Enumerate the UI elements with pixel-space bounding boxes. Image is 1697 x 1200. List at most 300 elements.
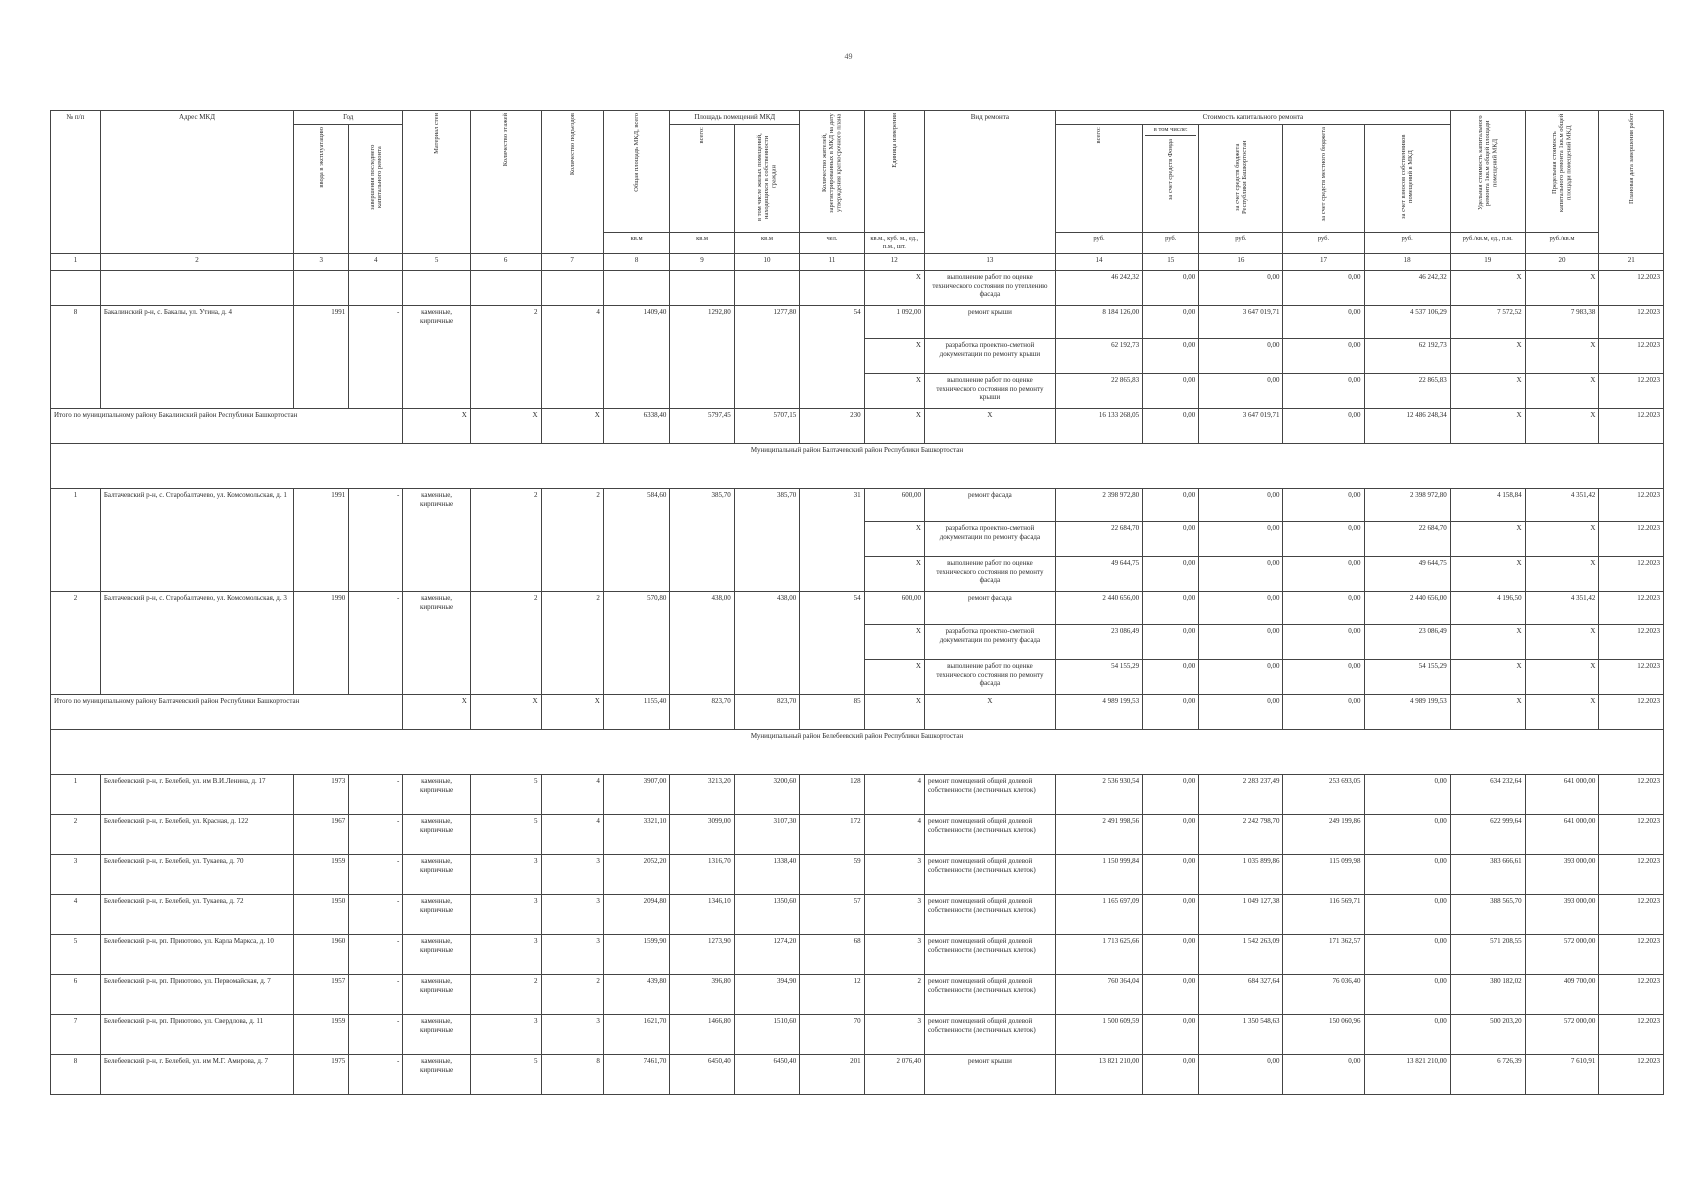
cell-last-repair: -: [349, 934, 403, 974]
cell-limit-cost: Х: [1525, 624, 1599, 659]
cell-number: 7: [51, 1014, 101, 1054]
column-number: 6: [470, 253, 541, 270]
cell-cost-owners: 0,00: [1364, 774, 1450, 814]
cell-date: 12.2023: [1599, 894, 1664, 934]
cell-date: 12.2023: [1599, 408, 1664, 443]
cell-unit-cost: Х: [1450, 624, 1525, 659]
cell-cost-owners: 46 242,32: [1364, 270, 1450, 305]
cell-cost-republic: 0,00: [1199, 1054, 1283, 1094]
cell-cost-fund: 0,00: [1143, 974, 1199, 1014]
header-unit: Единица измерения: [890, 113, 898, 168]
cell-last-repair: -: [349, 305, 403, 408]
header-including: в том числе:: [1145, 126, 1196, 136]
cell-address: Белебеевский р-н, г. Белебей, ул. Красная, д. 122: [100, 814, 293, 854]
cell-cost-republic: 2 242 798,70: [1199, 814, 1283, 854]
cell-area: 385,70: [670, 488, 734, 591]
cell-cost-local: 0,00: [1283, 305, 1364, 338]
cell-year: 1990: [294, 591, 349, 694]
section-header-row: [51, 729, 1664, 774]
cell-cost-total: 1 150 999,84: [1055, 854, 1142, 894]
cell-repair-type: выполнение работ по оценке технического состояния по ремонту фасада: [924, 556, 1055, 591]
cell-year: 1975: [294, 1054, 349, 1094]
cell-year: 1959: [294, 854, 349, 894]
cell-floors: 2: [470, 488, 541, 591]
cell-material: каменные, кирпичные: [403, 488, 471, 591]
cell-date: 12.2023: [1599, 659, 1664, 694]
cell-cost-republic: 1 049 127,38: [1199, 894, 1283, 934]
cell-material: каменные, кирпичные: [403, 1014, 471, 1054]
cell-limit-cost: Х: [1525, 556, 1599, 591]
cell-cost-republic: 1 350 548,63: [1199, 1014, 1283, 1054]
cell-cost-fund: 0,00: [1143, 591, 1199, 624]
column-number: 7: [541, 253, 603, 270]
cell-cost-republic: 3 647 019,71: [1199, 305, 1283, 338]
column-number: 12: [864, 253, 924, 270]
cell-cost-fund: 0,00: [1143, 894, 1199, 934]
cell-total-area: 3907,00: [603, 774, 670, 814]
cell-unit-cost: Х: [1450, 556, 1525, 591]
cell-date: 12.2023: [1599, 270, 1664, 305]
cell-last-repair: -: [349, 591, 403, 694]
cell-entrances: 4: [541, 305, 603, 408]
cell-cost-local: 249 199,86: [1283, 814, 1364, 854]
cell-year: 1991: [294, 305, 349, 408]
header-completion-date: Плановая дата завершения работ: [1627, 113, 1635, 205]
cell-date: 12.2023: [1599, 974, 1664, 1014]
cell-limit-cost: 641 000,00: [1525, 774, 1599, 814]
cell-address: Белебеевский р-н, рп. Приютово, ул. Свердлова, д. 11: [100, 1014, 293, 1054]
cell-unit: Х: [864, 694, 924, 729]
cell-cost-republic: 0,00: [1199, 338, 1283, 373]
cell-date: 12.2023: [1599, 521, 1664, 556]
cell-unit-cost: Х: [1450, 338, 1525, 373]
column-number: 15: [1143, 253, 1199, 270]
cell-limit-cost: Х: [1525, 694, 1599, 729]
cell-unit-cost: Х: [1450, 373, 1525, 408]
cell-cost-total: 23 086,49: [1055, 624, 1142, 659]
table-row: [51, 270, 1664, 305]
cell-year: 1950: [294, 894, 349, 934]
cell-number: 1: [51, 488, 101, 591]
header-number: № п/п: [51, 111, 101, 254]
unit-label: чел.: [800, 232, 864, 253]
cell-limit-cost: Х: [1525, 659, 1599, 694]
cell-cost-local: 0,00: [1283, 1054, 1364, 1094]
column-number: 18: [1364, 253, 1450, 270]
table-row: [51, 305, 1664, 338]
cell-unit-cost: Х: [1450, 408, 1525, 443]
cell-repair-type: разработка проектно-сметной документации по ремонту фасада: [924, 521, 1055, 556]
cell-cost-total: 13 821 210,00: [1055, 1054, 1142, 1094]
column-number: 20: [1525, 253, 1599, 270]
column-number: 17: [1283, 253, 1364, 270]
cell-entrances: 3: [541, 934, 603, 974]
cell-cost-fund: 0,00: [1143, 774, 1199, 814]
cell-area: 5797,45: [670, 408, 734, 443]
header-cost-republic: за счет средств бюджета Республики Башкортостан: [1233, 140, 1248, 214]
cell-area: 1466,80: [670, 1014, 734, 1054]
cell-limit-cost: 409 700,00: [1525, 974, 1599, 1014]
cell-repair-type: выполнение работ по оценке технического состояния по утеплению фасада: [924, 270, 1055, 305]
cell-year: 1991: [294, 488, 349, 591]
header-premises-area: Площадь помещений МКД: [670, 111, 800, 125]
cell-cost-republic: 2 283 237,49: [1199, 774, 1283, 814]
cell-number: 2: [51, 814, 101, 854]
cell-limit-cost: 7 610,91: [1525, 1054, 1599, 1094]
cell-entrances: Х: [541, 694, 603, 729]
cell-cost-local: 0,00: [1283, 556, 1364, 591]
page-number: 49: [844, 52, 853, 61]
cell-floors: 5: [470, 774, 541, 814]
cell-repair-type: разработка проектно-сметной документации по ремонту фасада: [924, 624, 1055, 659]
cell-entrances: 4: [541, 774, 603, 814]
cell-unit-cost: 6 726,39: [1450, 1054, 1525, 1094]
cell-year: 1967: [294, 814, 349, 854]
cell-cost-republic: 0,00: [1199, 270, 1283, 305]
cell-cost-owners: 0,00: [1364, 974, 1450, 1014]
cell-residents: 201: [800, 1054, 864, 1094]
table-row: [51, 854, 1664, 894]
cell-limit-cost: 7 983,38: [1525, 305, 1599, 338]
table-row: [51, 1054, 1664, 1094]
cell-repair-type: ремонт помещений общей долевой собственности (лестничных клеток): [924, 934, 1055, 974]
cell-date: 12.2023: [1599, 373, 1664, 408]
cell-limit-cost: 641 000,00: [1525, 814, 1599, 854]
cell-cost-local: 0,00: [1283, 338, 1364, 373]
section-title: Муниципальный район Белебеевский район Республики Башкортостан: [51, 729, 1664, 774]
cell-area: 3099,00: [670, 814, 734, 854]
cell-total-area: 570,80: [603, 591, 670, 694]
header-year-last-repair: завершения последнего капитального ремонта: [368, 144, 383, 210]
cell-total-area: 1409,40: [603, 305, 670, 408]
column-number: 9: [670, 253, 734, 270]
cell-limit-cost: 4 351,42: [1525, 591, 1599, 624]
cell-cost-republic: 3 647 019,71: [1199, 408, 1283, 443]
capital-repair-register-table: [50, 110, 1664, 1095]
cell-area: 1346,10: [670, 894, 734, 934]
cell-cost-total: 8 184 126,00: [1055, 305, 1142, 338]
cell-entrances: 2: [541, 591, 603, 694]
cell-date: 12.2023: [1599, 556, 1664, 591]
cell-floors: 3: [470, 894, 541, 934]
total-row: [51, 694, 1664, 729]
cell-cost-local: 0,00: [1283, 694, 1364, 729]
section-title: Муниципальный район Балтачевский район Республики Башкортостан: [51, 443, 1664, 488]
cell-limit-cost: Х: [1525, 270, 1599, 305]
header-total-area: Общая площадь МКД, всего: [633, 113, 641, 192]
header-repair-cost: Стоимость капитального ремонта: [1055, 111, 1450, 125]
unit-label: руб.: [1199, 232, 1283, 253]
cell-material: каменные, кирпичные: [403, 591, 471, 694]
cell-cost-fund: 0,00: [1143, 373, 1199, 408]
cell-cost-total: 49 644,75: [1055, 556, 1142, 591]
cell-cost-fund: 0,00: [1143, 1014, 1199, 1054]
cell-material: каменные, кирпичные: [403, 974, 471, 1014]
cell-cost-total: 62 192,73: [1055, 338, 1142, 373]
cell-last-repair: -: [349, 774, 403, 814]
cell-floors: 2: [470, 305, 541, 408]
cell-residents: 128: [800, 774, 864, 814]
cell-cost-fund: 0,00: [1143, 854, 1199, 894]
cell-total-area: 439,80: [603, 974, 670, 1014]
cell-date: 12.2023: [1599, 774, 1664, 814]
cell-repair-type: ремонт помещений общей долевой собственности (лестничных клеток): [924, 894, 1055, 934]
cell-cost-owners: 4 537 106,29: [1364, 305, 1450, 338]
cell-cost-total: 2 491 998,56: [1055, 814, 1142, 854]
cell-total-area: 6338,40: [603, 408, 670, 443]
cell-residents: 172: [800, 814, 864, 854]
cell-area-citizens: 823,70: [734, 694, 799, 729]
cell-material: каменные, кирпичные: [403, 934, 471, 974]
cell-cost-local: 0,00: [1283, 659, 1364, 694]
cell-year: 1957: [294, 974, 349, 1014]
cell-unit-cost: 4 158,84: [1450, 488, 1525, 521]
cell-cost-local: 115 099,98: [1283, 854, 1364, 894]
cell-cost-owners: 22 684,70: [1364, 521, 1450, 556]
cell-cost-fund: 0,00: [1143, 338, 1199, 373]
cell-unit: Х: [864, 659, 924, 694]
table-row: [51, 934, 1664, 974]
cell-floors: 3: [470, 1014, 541, 1054]
cell-unit-cost: 622 999,64: [1450, 814, 1525, 854]
cell-unit-cost: 500 203,20: [1450, 1014, 1525, 1054]
cell-unit: Х: [864, 624, 924, 659]
cell-floors: Х: [470, 408, 541, 443]
cell-limit-cost: 393 000,00: [1525, 894, 1599, 934]
cell-unit-cost: 380 182,02: [1450, 974, 1525, 1014]
cell-address: Белебеевский р-н, рп. Приютово, ул. Первомайская, д. 7: [100, 974, 293, 1014]
cell-unit-cost: Х: [1450, 694, 1525, 729]
cell-unit-cost: 388 565,70: [1450, 894, 1525, 934]
cell-area-citizens: 1350,60: [734, 894, 799, 934]
cell-cost-owners: 13 821 210,00: [1364, 1054, 1450, 1094]
cell-limit-cost: 572 000,00: [1525, 1014, 1599, 1054]
cell-cost-fund: 0,00: [1143, 270, 1199, 305]
cell-date: 12.2023: [1599, 338, 1664, 373]
cell-unit: Х: [864, 408, 924, 443]
table-row: [51, 488, 1664, 521]
cell-limit-cost: Х: [1525, 521, 1599, 556]
cell-unit: 4: [864, 814, 924, 854]
cell-material: каменные, кирпичные: [403, 894, 471, 934]
cell-area-citizens: 1510,60: [734, 1014, 799, 1054]
table-row: [51, 894, 1664, 934]
cell-unit: Х: [864, 521, 924, 556]
cell-area-citizens: 1274,20: [734, 934, 799, 974]
cell-cost-owners: 23 086,49: [1364, 624, 1450, 659]
cell-limit-cost: 4 351,42: [1525, 488, 1599, 521]
cell-unit-cost: 383 666,61: [1450, 854, 1525, 894]
cell-cost-republic: 0,00: [1199, 373, 1283, 408]
cell-number: 6: [51, 974, 101, 1014]
cell-floors: 3: [470, 854, 541, 894]
cell-cost-total: 1 500 609,59: [1055, 1014, 1142, 1054]
total-row: [51, 408, 1664, 443]
cell-floors: 5: [470, 1054, 541, 1094]
cell-floors: 2: [470, 591, 541, 694]
cell-limit-cost: Х: [1525, 338, 1599, 373]
cell-material: каменные, кирпичные: [403, 1054, 471, 1094]
cell-material: каменные, кирпичные: [403, 854, 471, 894]
cell-date: 12.2023: [1599, 814, 1664, 854]
cell-cost-total: 4 989 199,53: [1055, 694, 1142, 729]
cell-year: 1960: [294, 934, 349, 974]
column-number: 4: [349, 253, 403, 270]
total-label: Итого по муниципальному району Балтачевский район Республики Башкортостан: [51, 694, 403, 729]
cell-date: 12.2023: [1599, 694, 1664, 729]
cell-cost-fund: 0,00: [1143, 659, 1199, 694]
cell-unit: Х: [864, 270, 924, 305]
cell-entrances: 3: [541, 894, 603, 934]
cell-address: Белебеевский р-н, г. Белебей, ул. Тукаева, д. 72: [100, 894, 293, 934]
cell-year: 1973: [294, 774, 349, 814]
table-row: [51, 774, 1664, 814]
column-number: 11: [800, 253, 864, 270]
cell-cost-total: 16 133 268,05: [1055, 408, 1142, 443]
cell-cost-total: 54 155,29: [1055, 659, 1142, 694]
column-number: 21: [1599, 253, 1664, 270]
cell-floors: 3: [470, 934, 541, 974]
cell-residents: 59: [800, 854, 864, 894]
cell-cost-republic: 1 035 899,86: [1199, 854, 1283, 894]
cell-address: Белебеевский р-н, г. Белебей, ул. им М.Г. Амирова, д. 7: [100, 1054, 293, 1094]
cell-unit: 600,00: [864, 488, 924, 521]
cell-last-repair: -: [349, 488, 403, 591]
cell-cost-owners: 22 865,83: [1364, 373, 1450, 408]
total-label: Итого по муниципальному району Бакалинский район Республики Башкортостан: [51, 408, 403, 443]
cell-unit-cost: 7 572,52: [1450, 305, 1525, 338]
cell-entrances: 8: [541, 1054, 603, 1094]
cell-floors: Х: [470, 694, 541, 729]
cell-unit: 2: [864, 974, 924, 1014]
cell-unit-cost: 571 208,55: [1450, 934, 1525, 974]
cell-area-citizens: 394,90: [734, 974, 799, 1014]
table-row: [51, 1014, 1664, 1054]
cell-area: 3213,20: [670, 774, 734, 814]
column-number: 13: [924, 253, 1055, 270]
cell-unit: Х: [864, 338, 924, 373]
cell-cost-fund: 0,00: [1143, 305, 1199, 338]
header-residents: Количество жителей, зарегистрированных в МКД на дату утверждения краткосрочного плана: [821, 113, 843, 213]
cell-total-area: 584,60: [603, 488, 670, 591]
cell-area: 6450,40: [670, 1054, 734, 1094]
cell-address: Белебеевский р-н, г. Белебей, ул. им В.И.Ленина, д. 17: [100, 774, 293, 814]
cell-cost-total: 1 713 625,66: [1055, 934, 1142, 974]
cell-repair-type: ремонт помещений общей долевой собственности (лестничных клеток): [924, 774, 1055, 814]
cell-cost-republic: 1 542 263,09: [1199, 934, 1283, 974]
header-cost-local: за счет средств местного бюджета: [1319, 126, 1327, 222]
cell-cost-fund: 0,00: [1143, 408, 1199, 443]
cell-cost-fund: 0,00: [1143, 934, 1199, 974]
cell-cost-owners: 2 398 972,80: [1364, 488, 1450, 521]
cell-cost-owners: 0,00: [1364, 814, 1450, 854]
unit-label: руб.: [1143, 232, 1199, 253]
cell-repair-type: ремонт фасада: [924, 488, 1055, 521]
unit-label: кв.м., куб. м., ед., п.м., шт.: [864, 232, 924, 253]
unit-label: руб.: [1055, 232, 1142, 253]
cell-repair-type: выполнение работ по оценке технического состояния по ремонту крыши: [924, 373, 1055, 408]
cell-address: Балтачевский р-н, с. Старобалтачево, ул. Комсомольская, д. 3: [100, 591, 293, 694]
table-row: [51, 591, 1664, 624]
cell-area: 1273,90: [670, 934, 734, 974]
cell-cost-local: 0,00: [1283, 521, 1364, 556]
cell-cost-total: 2 440 656,00: [1055, 591, 1142, 624]
header-cost-owners: за счет взносов собственников помещений в МКД: [1400, 134, 1415, 219]
cell-area-citizens: 6450,40: [734, 1054, 799, 1094]
cell-total-area: 3321,10: [603, 814, 670, 854]
cell-repair-type: Х: [924, 408, 1055, 443]
cell-cost-fund: 0,00: [1143, 814, 1199, 854]
cell-residents: 54: [800, 591, 864, 694]
cell-material: Х: [403, 408, 471, 443]
cell-cost-republic: 0,00: [1199, 659, 1283, 694]
cell-repair-type: ремонт помещений общей долевой собственности (лестничных клеток): [924, 854, 1055, 894]
cell-cost-owners: 0,00: [1364, 854, 1450, 894]
cell-cost-total: 760 364,04: [1055, 974, 1142, 1014]
cell-cost-owners: 0,00: [1364, 934, 1450, 974]
cell-unit: 3: [864, 1014, 924, 1054]
column-number: 1: [51, 253, 101, 270]
cell-address: Балтачевский р-н, с. Старобалтачево, ул. Комсомольская, д. 1: [100, 488, 293, 591]
cell-repair-type: Х: [924, 694, 1055, 729]
header-cost-fund: за счет средств Фонда: [1167, 138, 1175, 201]
cell-unit: 3: [864, 854, 924, 894]
cell-residents: 54: [800, 305, 864, 408]
cell-last-repair: -: [349, 854, 403, 894]
column-number: 16: [1199, 253, 1283, 270]
cell-limit-cost: 393 000,00: [1525, 854, 1599, 894]
cell-cost-local: 171 362,57: [1283, 934, 1364, 974]
cell-number: 8: [51, 305, 101, 408]
cell-entrances: 2: [541, 974, 603, 1014]
header-unit-cost: Удельная стоимость капитального ремонта 1кв.м общей площади помещений МКД: [1476, 115, 1499, 211]
cell-last-repair: -: [349, 1054, 403, 1094]
cell-cost-local: 0,00: [1283, 270, 1364, 305]
header-limit-cost: Предельная стоимость капитального ремонта 1кв.м общей площади помещений МКД: [1551, 113, 1573, 213]
cell-address: Белебеевский р-н, г. Белебей, ул. Тукаева, д. 70: [100, 854, 293, 894]
cell-number: 3: [51, 854, 101, 894]
cell-limit-cost: Х: [1525, 373, 1599, 408]
cell-repair-type: ремонт крыши: [924, 305, 1055, 338]
cell-cost-owners: 54 155,29: [1364, 659, 1450, 694]
cell-material: каменные, кирпичные: [403, 774, 471, 814]
cell-material: каменные, кирпичные: [403, 305, 471, 408]
cell-cost-fund: 0,00: [1143, 694, 1199, 729]
column-number: 19: [1450, 253, 1525, 270]
cell-area: 1292,80: [670, 305, 734, 408]
unit-label: руб.: [1283, 232, 1364, 253]
cell-area: 438,00: [670, 591, 734, 694]
cell-unit: 600,00: [864, 591, 924, 624]
header-floors: Количество этажей: [502, 113, 510, 167]
cell-cost-total: 46 242,32: [1055, 270, 1142, 305]
cell-cost-local: 150 060,96: [1283, 1014, 1364, 1054]
cell-date: 12.2023: [1599, 934, 1664, 974]
cell-last-repair: -: [349, 894, 403, 934]
cell-limit-cost: 572 000,00: [1525, 934, 1599, 974]
cell-cost-republic: 0,00: [1199, 591, 1283, 624]
unit-label: руб./кв.м, ед., п.м.: [1450, 232, 1525, 253]
cell-cost-republic: 684 327,64: [1199, 974, 1283, 1014]
cell-address: Бакалинский р-н, с. Бакалы, ул. Утина, д. 4: [100, 305, 293, 408]
column-number: 5: [403, 253, 471, 270]
cell-cost-total: 22 684,70: [1055, 521, 1142, 556]
cell-unit: Х: [864, 373, 924, 408]
unit-label: руб.: [1364, 232, 1450, 253]
cell-unit-cost: Х: [1450, 521, 1525, 556]
cell-date: 12.2023: [1599, 591, 1664, 624]
cell-cost-fund: 0,00: [1143, 1054, 1199, 1094]
